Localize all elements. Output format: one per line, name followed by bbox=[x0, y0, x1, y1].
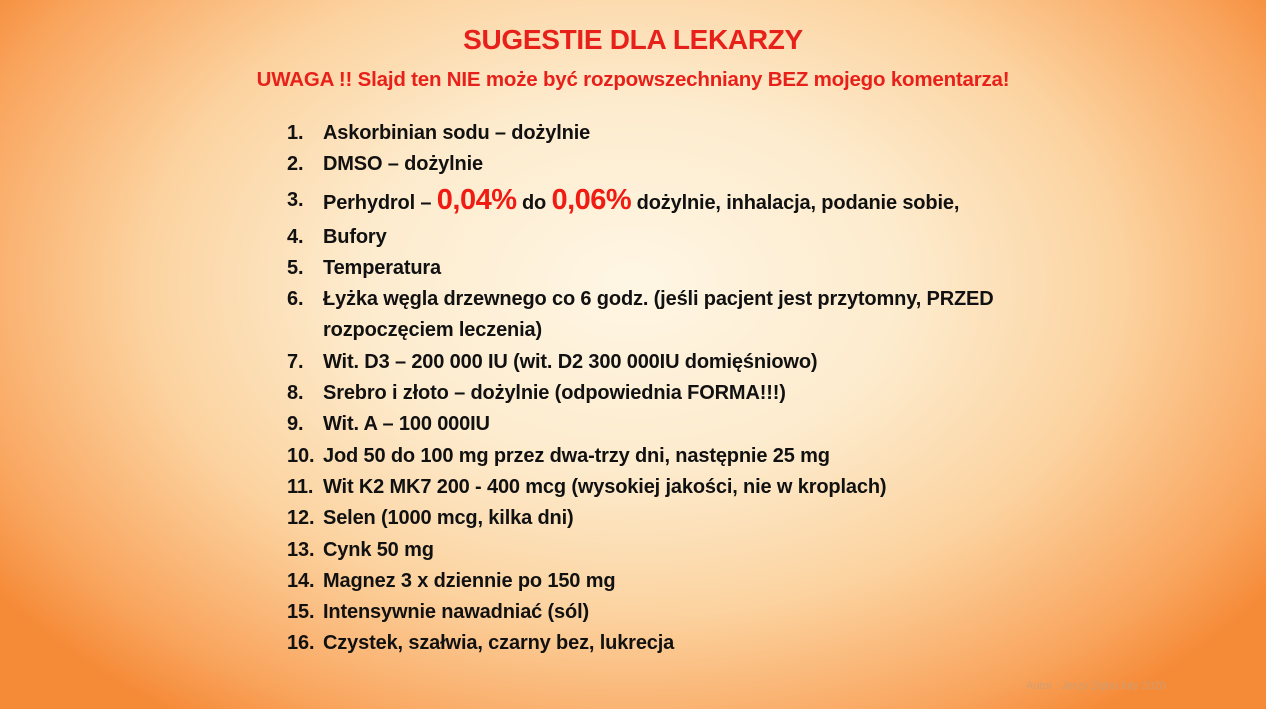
item-text: Askorbinian sodu – dożylnie bbox=[323, 122, 591, 144]
author-footer: Autor : Jerzy Zięba luty 2020 bbox=[1026, 680, 1167, 692]
item-text-pre: Perhydrol – bbox=[323, 191, 437, 214]
list-item bbox=[287, 441, 1167, 472]
list-item bbox=[287, 378, 1167, 409]
item-number: 6. bbox=[287, 288, 304, 311]
list-item bbox=[287, 597, 1167, 628]
item-text: Temperatura bbox=[323, 256, 442, 279]
list-item bbox=[287, 503, 1167, 534]
item-text: Intensywnie nawadniać (sól) bbox=[323, 601, 590, 624]
list-item bbox=[287, 222, 1167, 253]
item-number: 10. bbox=[287, 444, 315, 467]
list-item bbox=[287, 535, 1167, 566]
list-item bbox=[287, 347, 1167, 378]
warning-subtitle: UWAGA !! Slajd ten NIE może być rozpowszechniany BEZ mojego komentarza! bbox=[256, 68, 1010, 91]
slide-title: SUGESTIE DLA LEKARZY bbox=[463, 24, 803, 55]
item-text: Wit. A – 100 000IU bbox=[323, 413, 490, 436]
list-item bbox=[287, 472, 1167, 503]
list-item bbox=[287, 253, 1167, 284]
item-text: Bufory bbox=[323, 225, 387, 248]
item-number: 4. bbox=[287, 225, 304, 248]
item-text: Magnez 3 x dziennie po 150 mg bbox=[323, 569, 616, 592]
item-number: 15. bbox=[287, 601, 315, 624]
item-number: 14. bbox=[287, 569, 315, 592]
item-text: DMSO – dożylnie bbox=[323, 153, 483, 176]
list-item bbox=[287, 149, 1167, 180]
item-number: 5. bbox=[287, 256, 304, 279]
list-item bbox=[287, 409, 1167, 440]
item-number: 8. bbox=[287, 382, 304, 405]
suggestion-list bbox=[287, 118, 1167, 660]
item-text: Wit. D3 – 200 000 IU (wit. D2 300 000IU domięśniowo) bbox=[323, 350, 818, 373]
item-number: 2. bbox=[287, 153, 304, 176]
item-text-mid: do bbox=[516, 191, 552, 214]
list-item bbox=[287, 628, 1167, 659]
item-number: 13. bbox=[287, 538, 315, 561]
list-item bbox=[287, 284, 1107, 347]
item-text: Łyżka węgla drzewnego co 6 godz. (jeśli pacjent jest przytomny, PRZED rozpoczęciem leczenia) bbox=[323, 288, 994, 342]
item-text-post: dożylnie, inhalacja, podanie sobie, bbox=[631, 191, 960, 214]
item-text bbox=[323, 181, 1167, 222]
item-text: Srebro i złoto – dożylnie (odpowiednia FORMA!!!) bbox=[323, 382, 786, 405]
highlight-dose-max: 0,06% bbox=[551, 183, 632, 216]
list-item bbox=[287, 566, 1167, 597]
highlight-dose-min: 0,04% bbox=[436, 183, 517, 216]
item-number: 12. bbox=[287, 507, 315, 530]
item-number: 9. bbox=[287, 413, 304, 436]
item-text: Selen (1000 mcg, kilka dni) bbox=[323, 507, 574, 530]
item-number: 1. bbox=[287, 122, 304, 144]
item-number: 7. bbox=[287, 350, 304, 373]
list-item bbox=[287, 118, 1167, 149]
item-text: Czystek, szałwia, czarny bez, lukrecja bbox=[323, 632, 675, 655]
item-text: Cynk 50 mg bbox=[323, 538, 434, 561]
item-number: 3. bbox=[287, 188, 304, 211]
item-text: Wit K2 MK7 200 - 400 mcg (wysokiej jakości, nie w kroplach) bbox=[323, 475, 887, 498]
item-number: 11. bbox=[287, 475, 314, 498]
item-text: Jod 50 do 100 mg przez dwa-trzy dni, następnie 25 mg bbox=[323, 444, 830, 467]
list-item bbox=[287, 181, 1167, 222]
item-number: 16. bbox=[287, 632, 315, 655]
